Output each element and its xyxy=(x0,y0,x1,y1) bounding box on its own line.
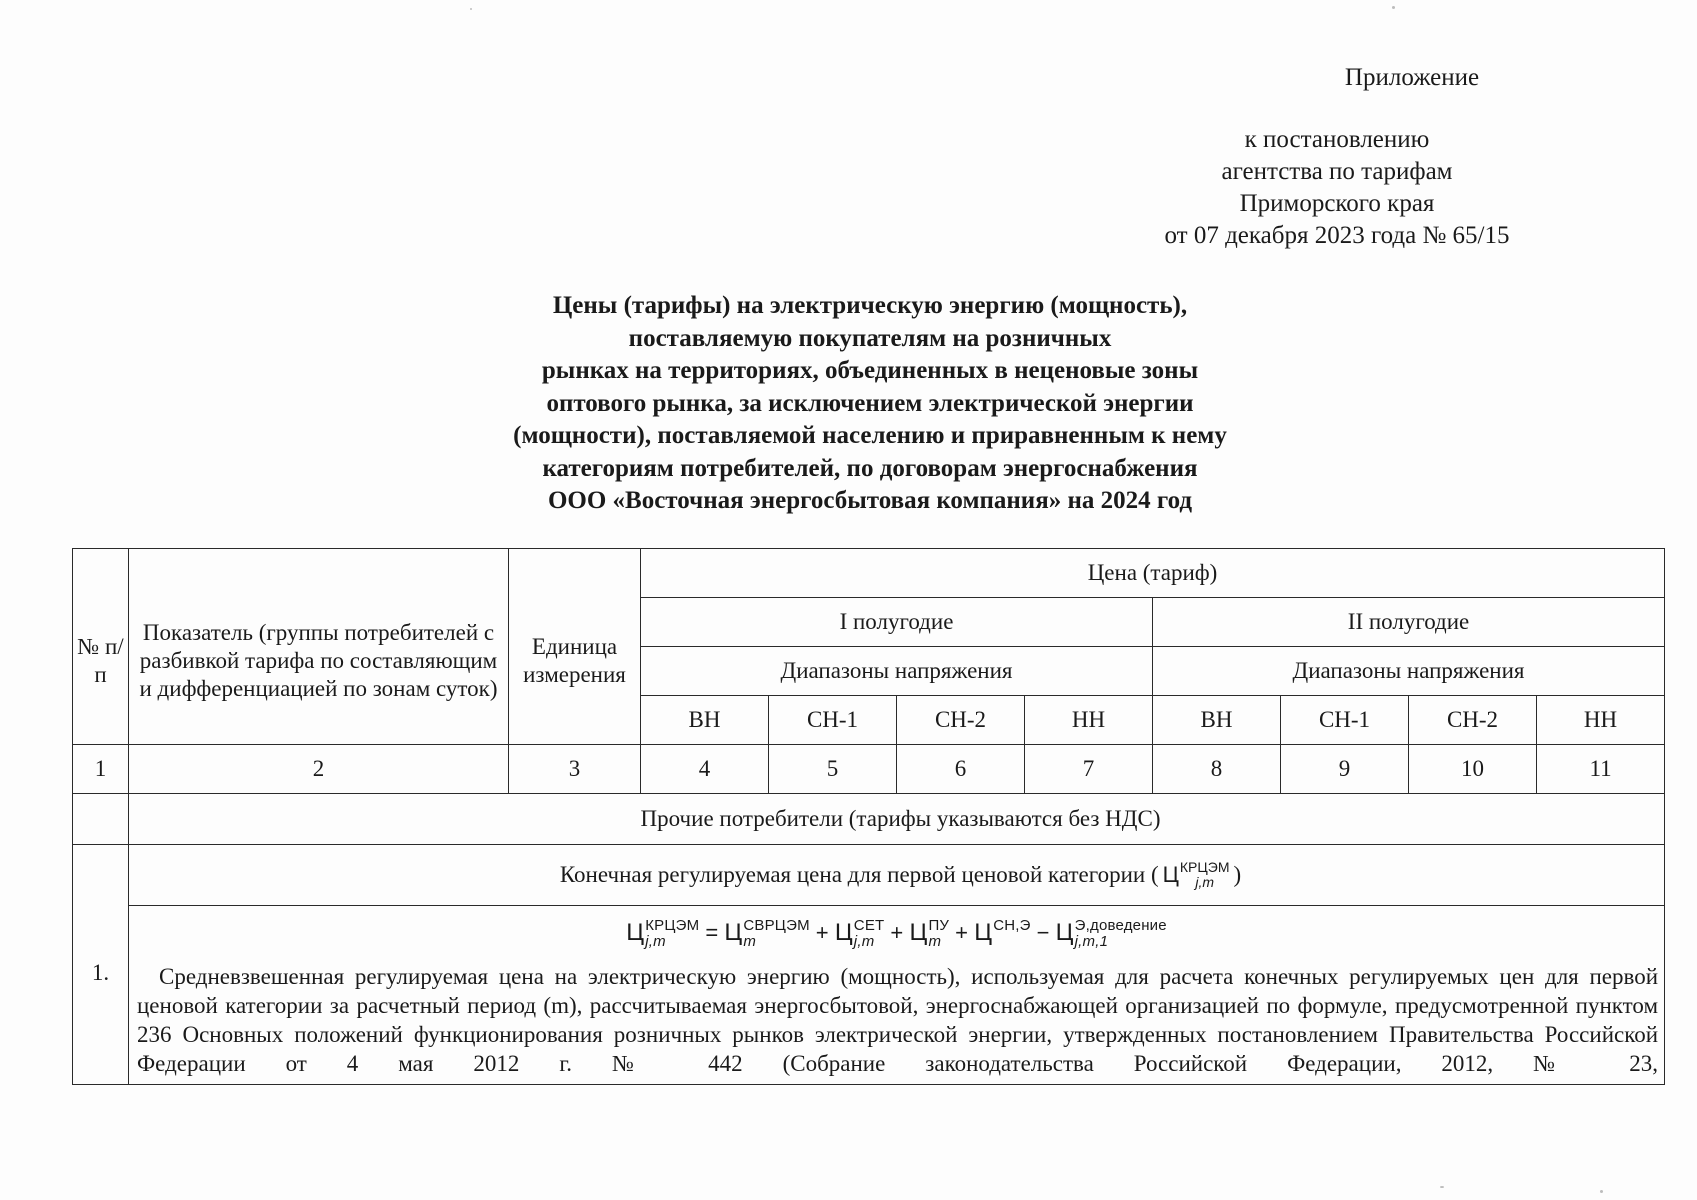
column-number: 11 xyxy=(1537,745,1665,794)
description-text: Средневзвешенная регулируемая цена на электрическую энергию (мощность), используемая для расчета конечных регулируемых цен для первой ценовой категории за расчетный период (m), рассчитываемая энергосбытовой, энергоснабжающей организацией по формуле, предусмотренной пунктом 236 Основных положений функционирования розничных рынков электрической энергии, утвержденных постановлением Правительства Российской Федерации от 4 мая 2012 г. № 442 (Собрание законодательства Российской Федерации, 2012, № 23, xyxy=(137,964,1659,1076)
header-price: Цена (тариф) xyxy=(641,549,1665,598)
header-level: СН-2 xyxy=(897,696,1025,745)
scan-speck xyxy=(1392,6,1395,9)
item-symbol-sup: КРЦЭМ xyxy=(1179,859,1230,875)
formula-indices xyxy=(993,918,1030,950)
formula-superscript: ПУ xyxy=(928,917,950,934)
column-number: 9 xyxy=(1281,745,1409,794)
item-title-cell xyxy=(129,845,1665,906)
formula-term xyxy=(724,918,809,950)
formula-subscript: j,m,1 xyxy=(1074,933,1109,950)
header-level: ВН xyxy=(1153,696,1281,745)
formula-description xyxy=(129,950,1664,1084)
tariff-table xyxy=(72,548,1665,1085)
tariff-table-wrapper xyxy=(72,548,1659,1085)
formula-superscript: СВРЦЭМ xyxy=(743,917,810,934)
appendix-title: Приложение xyxy=(1344,64,1480,91)
column-number: 7 xyxy=(1025,745,1153,794)
column-number: 6 xyxy=(897,745,1025,794)
formula-operator: + xyxy=(890,919,904,945)
column-number: 10 xyxy=(1409,745,1537,794)
header-indicator: Показатель (группы потребителей с разбивкой тарифа по составляющим и дифференциацией по зонам суток) xyxy=(129,549,509,745)
item-title-close: ) xyxy=(1233,862,1242,887)
header-row-price xyxy=(73,549,1665,598)
formula-symbol: Ц xyxy=(834,918,853,946)
item-title xyxy=(560,860,1241,890)
formula-operator: + xyxy=(815,919,829,945)
formula-term xyxy=(835,918,885,950)
formula-subscript: j,m xyxy=(645,933,666,950)
header-unit: Единица измерения xyxy=(509,549,641,745)
formula-subscript: m xyxy=(928,933,942,950)
column-number: 8 xyxy=(1153,745,1281,794)
appendix-ref-line: агентства по тарифам xyxy=(1221,158,1453,185)
formula-cell xyxy=(129,906,1665,1085)
heading-line: Цены (тарифы) на электрическую энергию (мощность), xyxy=(552,292,1188,319)
item-row xyxy=(73,845,1665,906)
heading-line: поставляемую покупателям на розничных xyxy=(628,324,1112,352)
heading-line: оптового рынка, за исключением электрической энергии xyxy=(546,389,1194,417)
header-level: ВН xyxy=(641,696,769,745)
formula-term xyxy=(1056,918,1167,950)
formula-symbol: Ц xyxy=(1055,918,1074,946)
formula-operator: = xyxy=(705,919,719,945)
formula-indices xyxy=(928,918,949,950)
heading-line: категориям потребителей, по договорам энергоснабжения xyxy=(542,454,1198,482)
formula-indices xyxy=(743,918,809,950)
formula-symbol: Ц xyxy=(974,918,993,946)
header-level: СН-2 xyxy=(1409,696,1537,745)
column-number: 2 xyxy=(129,745,509,794)
formula-operator: + xyxy=(955,919,969,945)
heading-line: ООО «Восточная энергосбытовая компания» на 2024 год xyxy=(547,487,1193,514)
formula-subscript: m xyxy=(743,933,757,950)
header-voltage-1: Диапазоны напряжения xyxy=(641,647,1153,696)
header-level: СН-1 xyxy=(769,696,897,745)
heading-line: (мощности), поставляемой населению и приравненным к нему xyxy=(513,422,1227,449)
item-title-text: Конечная регулируемая цена для первой ценовой категории ( xyxy=(559,862,1159,887)
column-number: 5 xyxy=(769,745,897,794)
item-price-symbol xyxy=(1163,860,1230,890)
scan-speck xyxy=(1440,1186,1444,1188)
formula-term xyxy=(626,918,699,950)
column-number: 3 xyxy=(509,745,641,794)
item-symbol-sub: j,m xyxy=(1195,874,1215,890)
formula-term xyxy=(974,918,1030,950)
appendix-ref-line: к постановлению xyxy=(1244,126,1430,153)
document-heading xyxy=(420,290,1320,518)
appendix-ref-line: Приморского края xyxy=(1239,190,1435,217)
formula-subscript xyxy=(993,934,1030,950)
formula-superscript: СЕТ xyxy=(853,917,885,934)
formula-symbol: Ц xyxy=(724,918,743,946)
scan-speck xyxy=(1600,1190,1603,1193)
section-row xyxy=(73,794,1665,845)
formula-indices xyxy=(854,918,885,950)
formula-symbol: Ц xyxy=(626,918,645,946)
formula-row xyxy=(73,906,1665,1085)
formula-superscript: Э,доведение xyxy=(1074,917,1167,934)
item-symbol-letter: Ц xyxy=(1162,862,1179,887)
column-number-row xyxy=(73,745,1665,794)
formula-term xyxy=(909,918,949,950)
column-number: 1 xyxy=(73,745,129,794)
formula-symbol: Ц xyxy=(909,918,928,946)
formula-superscript: СН,Э xyxy=(993,917,1031,934)
header-voltage-2: Диапазоны напряжения xyxy=(1153,647,1665,696)
formula-operator: − xyxy=(1036,919,1050,945)
header-half-2: II полугодие xyxy=(1153,598,1665,647)
section-title: Прочие потребители (тарифы указываются без НДС) xyxy=(129,794,1665,845)
header-level: НН xyxy=(1025,696,1153,745)
section-number-cell xyxy=(73,794,129,845)
formula-superscript: КРЦЭМ xyxy=(645,917,700,934)
appendix-block xyxy=(1127,62,1547,252)
formula-subscript: j,m xyxy=(853,933,875,950)
header-level: СН-1 xyxy=(1281,696,1409,745)
item-number: 1. xyxy=(73,845,129,1085)
heading-line: рынках на территориях, объединенных в неценовые зоны xyxy=(541,357,1199,384)
header-half-1: I полугодие xyxy=(641,598,1153,647)
item-symbol-indices xyxy=(1180,860,1230,890)
column-number: 4 xyxy=(641,745,769,794)
header-level: НН xyxy=(1537,696,1665,745)
formula-indices xyxy=(1075,918,1167,950)
header-number: № п/п xyxy=(73,549,129,745)
scan-speck xyxy=(470,8,472,10)
formula-indices xyxy=(645,918,699,950)
appendix-ref-line: от 07 декабря 2023 года № 65/15 xyxy=(1164,222,1510,249)
price-formula xyxy=(129,906,1664,950)
